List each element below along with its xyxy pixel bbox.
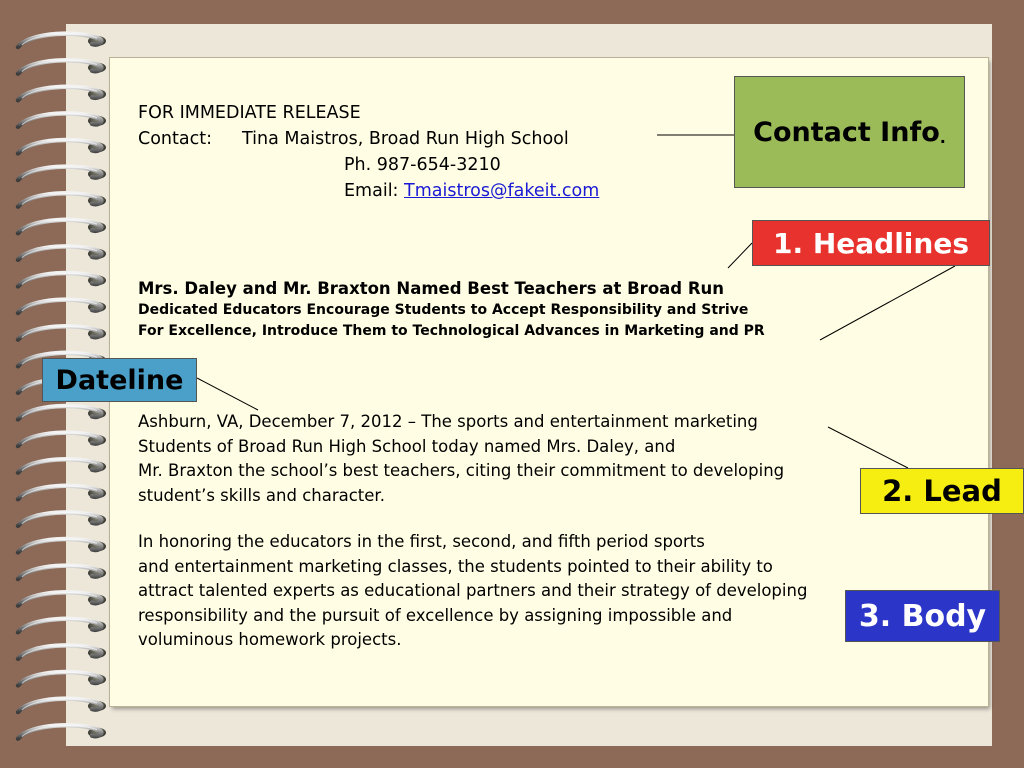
spiral-ring-icon (18, 566, 106, 579)
headline-section (138, 278, 765, 342)
spiral-ring-icon (18, 34, 106, 47)
email-line (138, 178, 599, 204)
spiral-ring-icon (18, 459, 106, 472)
spiral-ring-icon (18, 87, 106, 100)
spiral-ring-icon (18, 725, 106, 738)
spiral-ring-icon (18, 406, 106, 419)
body-line: responsibility and the pursuit of excellence by assigning impossible and (138, 605, 733, 625)
lead-line: Students of Broad Run High School today named Mrs. Daley, and (138, 436, 676, 456)
spiral-ring-icon (18, 645, 106, 658)
spiral-ring-icon (18, 619, 106, 632)
headline-subtitle-1: Dedicated Educators Encourage Students to Accept Responsibility and Strive (138, 302, 749, 318)
headlines-callout: 1. Headlines (752, 220, 990, 266)
lead-paragraph (138, 410, 784, 508)
body-line: voluminous homework projects. (138, 630, 402, 649)
spiral-ring-icon (18, 539, 106, 552)
spiral-ring-icon (18, 273, 106, 286)
spiral-ring-icon (18, 140, 106, 153)
lead-line: Mr. Braxton the school’s best teachers, citing their commitment to developing (138, 461, 785, 480)
lead-callout: 2. Lead (860, 468, 1024, 514)
contact-name: Tina Maistros, Broad Run High School (242, 129, 569, 149)
spiral-ring-icon (18, 326, 106, 339)
contact-line (138, 126, 599, 152)
spiral-ring-icon (18, 672, 106, 685)
spiral-ring-icon (18, 699, 106, 712)
spiral-ring-icon (18, 433, 106, 446)
release-header (138, 100, 599, 204)
contact-info-suffix: . (939, 128, 946, 147)
lead-line: Ashburn, VA, December 7, 2012 – The sports and entertainment marketing (138, 412, 758, 431)
phone-number: Ph. 987-654-3210 (344, 155, 501, 175)
spiral-ring-icon (18, 167, 106, 180)
spiral-ring-icon (18, 193, 106, 206)
spiral-ring-icon (18, 60, 106, 73)
body-line: attract talented experts as educational partners and their strategy of developing (138, 581, 808, 600)
phone-line (138, 152, 599, 178)
spiral-ring-icon (18, 512, 106, 525)
body-paragraph (138, 530, 807, 653)
contact-info-callout (734, 76, 965, 188)
contact-label: Contact: (138, 129, 212, 149)
dateline-callout: Dateline (42, 358, 197, 402)
spiral-ring-icon (18, 246, 106, 259)
contact-info-label: Contact Info (753, 116, 940, 148)
release-line: FOR IMMEDIATE RELEASE (138, 103, 361, 123)
spiral-ring-icon (18, 113, 106, 126)
headline-subtitle-2: For Excellence, Introduce Them to Technological Advances in Marketing and PR (138, 323, 765, 339)
email-link[interactable]: Tmaistros@fakeit.com (404, 181, 600, 201)
spiral-ring-icon (18, 220, 106, 233)
lead-line: student’s skills and character. (138, 485, 385, 505)
spiral-ring-icon (18, 300, 106, 313)
spiral-ring-icon (18, 486, 106, 499)
body-callout: 3. Body (845, 590, 1000, 642)
body-line: and entertainment marketing classes, the students pointed to their ability to (138, 556, 773, 576)
headline-title: Mrs. Daley and Mr. Braxton Named Best Teachers at Broad Run (138, 279, 725, 298)
body-line: In honoring the educators in the first, second, and fifth period sports (138, 532, 705, 551)
spiral-ring-icon (18, 592, 106, 605)
email-label: Email: (344, 181, 399, 201)
